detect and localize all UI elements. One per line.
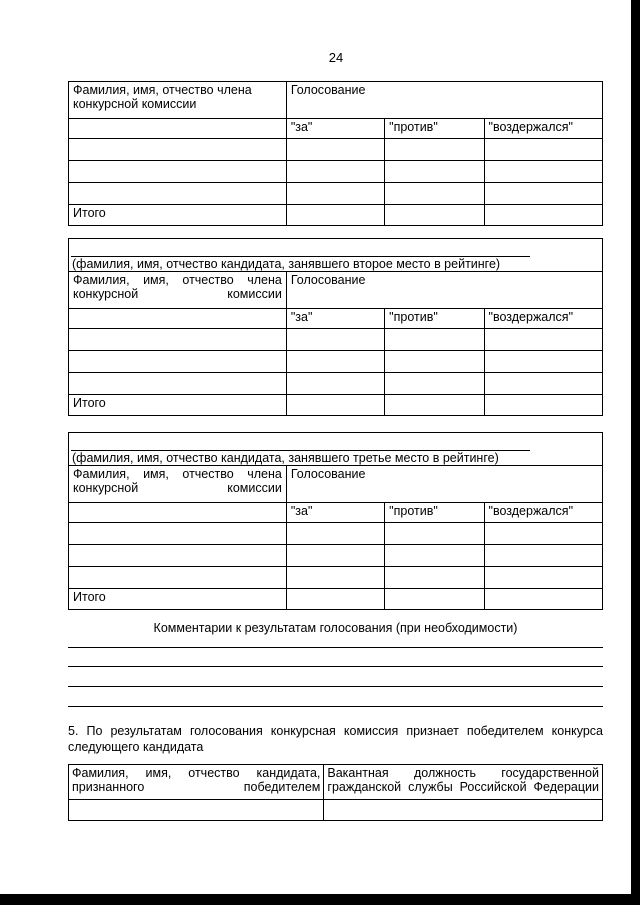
- member-header: Фамилия, имя, отчество члена конкурсной комиссии: [69, 82, 287, 119]
- table-row: [69, 139, 603, 161]
- candidate-caption-cell: [69, 433, 603, 466]
- table-row: [69, 567, 603, 589]
- candidate-caption-cell: [69, 239, 603, 272]
- total-label: Итого: [69, 589, 287, 610]
- voting-header: Голосование: [286, 82, 602, 119]
- option-against: "против": [385, 503, 484, 523]
- table-row: [69, 523, 603, 545]
- comment-line: [68, 647, 603, 648]
- table-row: [69, 329, 603, 351]
- comments-title: Комментарии к результатам голосования (при необходимости): [153, 621, 518, 635]
- option-against: "против": [385, 309, 484, 329]
- voting-table-1: [68, 81, 603, 226]
- vacant-position-header: Вакантная должность государственной гражданской службы Российской Федерации: [324, 765, 603, 800]
- section-5-text: 5. По результатам голосования конкурсная комиссия признает победителем конкурса следующего кандидата: [68, 724, 603, 754]
- table-row: [69, 373, 603, 395]
- member-header: Фамилия, имя, отчество члена конкурсной комиссии: [69, 272, 287, 309]
- blank-cell: [69, 309, 287, 329]
- blank-cell: [69, 503, 287, 523]
- voting-header: Голосование: [286, 466, 602, 503]
- table-row: [69, 800, 603, 821]
- voting-table-2: [68, 238, 603, 416]
- vacant-position-cell: [324, 800, 603, 821]
- member-header: Фамилия, имя, отчество члена конкурсной комиссии: [69, 466, 287, 503]
- scan-edge-right: [631, 0, 640, 905]
- option-for: "за": [286, 309, 384, 329]
- winner-table: [68, 764, 603, 821]
- blank-cell: [69, 119, 287, 139]
- table-row: [69, 351, 603, 373]
- total-label: Итого: [69, 205, 287, 226]
- comment-line: [68, 686, 603, 687]
- comment-line: [68, 666, 603, 667]
- candidate-caption: (фамилия, имя, отчество кандидата, занявшего второе место в рейтинге): [72, 257, 501, 271]
- voting-header: Голосование: [286, 272, 602, 309]
- candidate-caption: (фамилия, имя, отчество кандидата, занявшего третье место в рейтинге): [72, 451, 499, 465]
- option-for: "за": [286, 503, 384, 523]
- winner-name-cell: [69, 800, 324, 821]
- table-row: [69, 183, 603, 205]
- option-for: "за": [286, 119, 384, 139]
- scan-edge-bottom: [0, 894, 640, 905]
- voting-table-3: [68, 432, 603, 610]
- winner-name-header: Фамилия, имя, отчество кандидата, признанного победителем: [69, 765, 324, 800]
- table-row: [69, 161, 603, 183]
- comment-line: [68, 706, 603, 707]
- total-label: Итого: [69, 395, 287, 416]
- option-against: "против": [385, 119, 484, 139]
- option-abstain: "воздержался": [484, 503, 602, 523]
- page-number: 24: [328, 50, 344, 65]
- option-abstain: "воздержался": [484, 119, 602, 139]
- option-abstain: "воздержался": [484, 309, 602, 329]
- table-row: [69, 545, 603, 567]
